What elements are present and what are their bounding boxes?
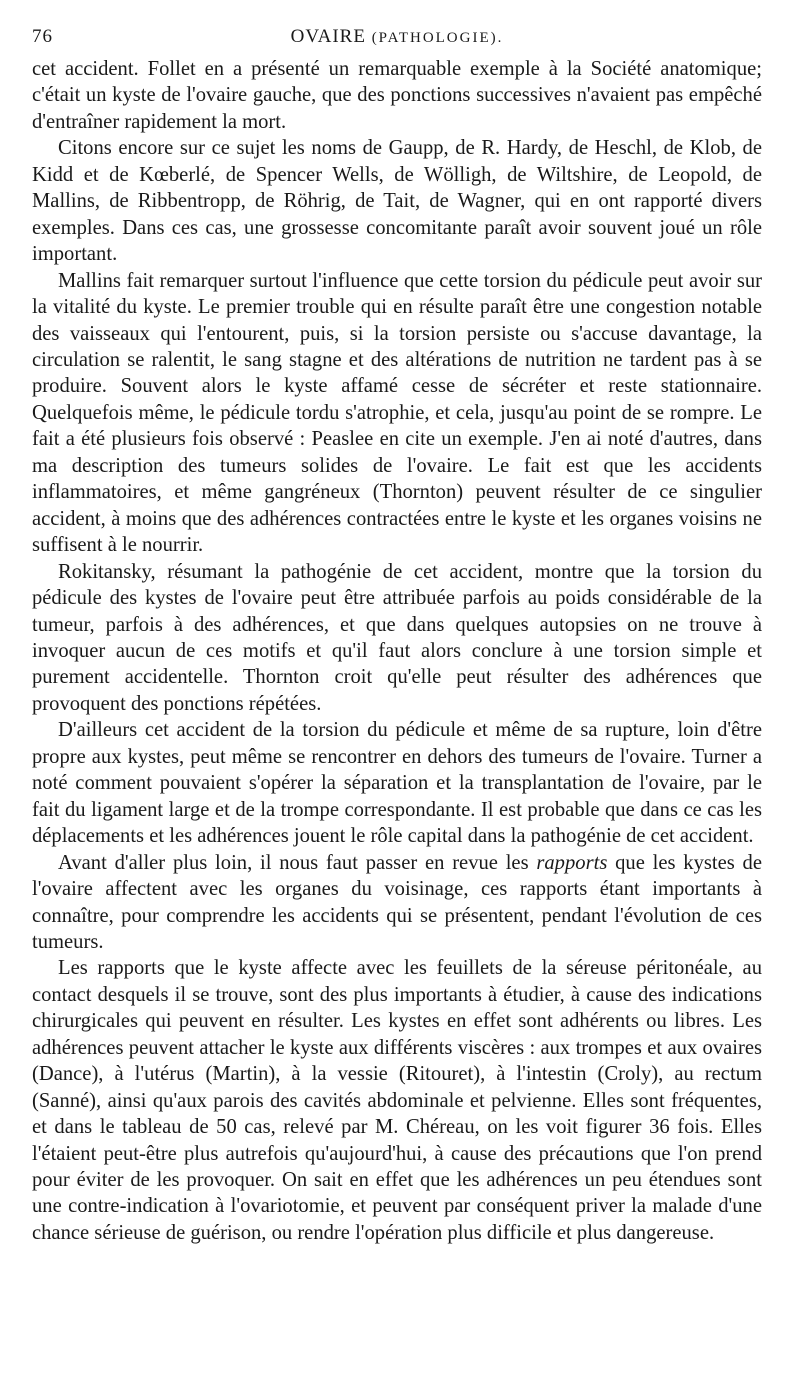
paragraph: Les rapports que le kyste affecte avec les feuillets de la séreuse péritonéale, au contact desquels il se trouve, sont des plus importants à étudier, à cause des indications chirurgicales qui peuvent en résulter. Les kystes en effet sont adhérents ou libres. Les adhérences peuvent attacher le kyste aux différents viscères : aux trompes et aux ovaires (Dance), à l'utérus (Martin), à la vessie (Ritouret), à l'intestin (Croly), au rectum (Sanné), ainsi qu'aux parois des cavités abdominale et pelvienne. Elles sont fréquentes, et dans le tableau de 50 cas, relevé par M. Chéreau, on les voit figurer 36 fois. Elles l'étaient peut-être plus autrefois qu'aujourd'hui, à cause des précautions que l'on prend pour éviter de les provoquer. On sait en effet que les adhérences un peu étendues sont une contre-indication à l'ovariotomie, et peuvent par conséquent priver la malade d'une chance sérieuse de guérison, ou rendre l'opération plus difficile et plus dangereuse.	[32, 957, 762, 1244]
running-title-main: OVAIRE	[290, 26, 366, 47]
book-page	[32, 22, 762, 1246]
body-text	[32, 56, 762, 1246]
page-number: 76	[32, 26, 53, 47]
paragraph: D'ailleurs cet accident de la torsion du pédicule et même de sa rupture, loin d'être propre aux kystes, peut même se rencontrer en dehors des tumeurs de l'ovaire. Turner a noté comment pouvaient s'opérer la séparation et la transplantation de l'ovaire, par le fait du ligament large et de la trompe correspondante. Il est probable que dans ce cas les déplacements et les adhérences jouent le rôle capital dans la pathogénie de cet accident.	[32, 719, 762, 848]
paragraph: Rokitansky, résumant la pathogénie de cet accident, montre que la torsion du pédicule des kystes de l'ovaire peut être attribuée parfois au poids considérable de la tumeur, parfois à des adhérences, et que dans quelques autopsies on ne trouve à invoquer aucun de ces motifs et qu'il faut alors conclure à une torsion simple et purement accidentelle. Thornton croit qu'elle peut résulter des adhérences que provoquent des ponctions répétées.	[32, 560, 762, 715]
running-title	[32, 26, 762, 48]
running-head	[32, 22, 762, 56]
running-title-subtitle: (PATHOLOGIE).	[371, 30, 504, 46]
paragraph-text: que les kystes de l'ovaire affectent avec les organes du voisinage, ces rapports étant importants à connaître, pour comprendre les accidents qui se présentent, pendant l'évolution de ces tumeurs.	[32, 851, 762, 953]
italic-term: rapports	[536, 851, 608, 874]
paragraph	[32, 850, 762, 956]
paragraph: Citons encore sur ce sujet les noms de Gaupp, de R. Hardy, de Heschl, de Klob, de Kidd et de Kœberlé, de Spencer Wells, de Wölligh, de Wiltshire, de Leopold, de Mallins, de Ribbentropp, de Röhrig, de Tait, de Wagner, qui en ont rapporté divers exemples. Dans ces cas, une grossesse concomitante paraît avoir souvent joué un rôle important.	[32, 137, 762, 266]
paragraph: cet accident. Follet en a présenté un remarquable exemple à la Société anatomique; c'était un kyste de l'ovaire gauche, que des ponctions successives n'avaient pas empêché d'entraîner rapidement la mort.	[32, 58, 762, 133]
paragraph: Mallins fait remarquer surtout l'influence que cette torsion du pédicule peut avoir sur la vitalité du kyste. Le premier trouble qui en résulte paraît être une congestion notable des vaisseaux qui l'entourent, puis, si la torsion persiste ou s'accuse davantage, la circulation se ralentit, le sang stagne et des altérations de nutrition ne tardent pas à se produire. Souvent alors le kyste affamé cesse de sécréter et reste stationnaire. Quelquefois même, le pédicule tordu s'atrophie, et cela, jusqu'au point de se rompre. Le fait a été plusieurs fois observé : Peaslee en cite un exemple. J'en ai noté d'autres, dans ma description des tumeurs solides de l'ovaire. Le fait est que les accidents inflammatoires, et même gangréneux (Thornton) peuvent résulter de ce singulier accident, à moins que des adhérences contractées entre le kyste et les organes voisins ne suffisent à le nourrir.	[32, 269, 762, 557]
paragraph-text: Avant d'aller plus loin, il nous faut passer en revue les	[58, 851, 537, 874]
